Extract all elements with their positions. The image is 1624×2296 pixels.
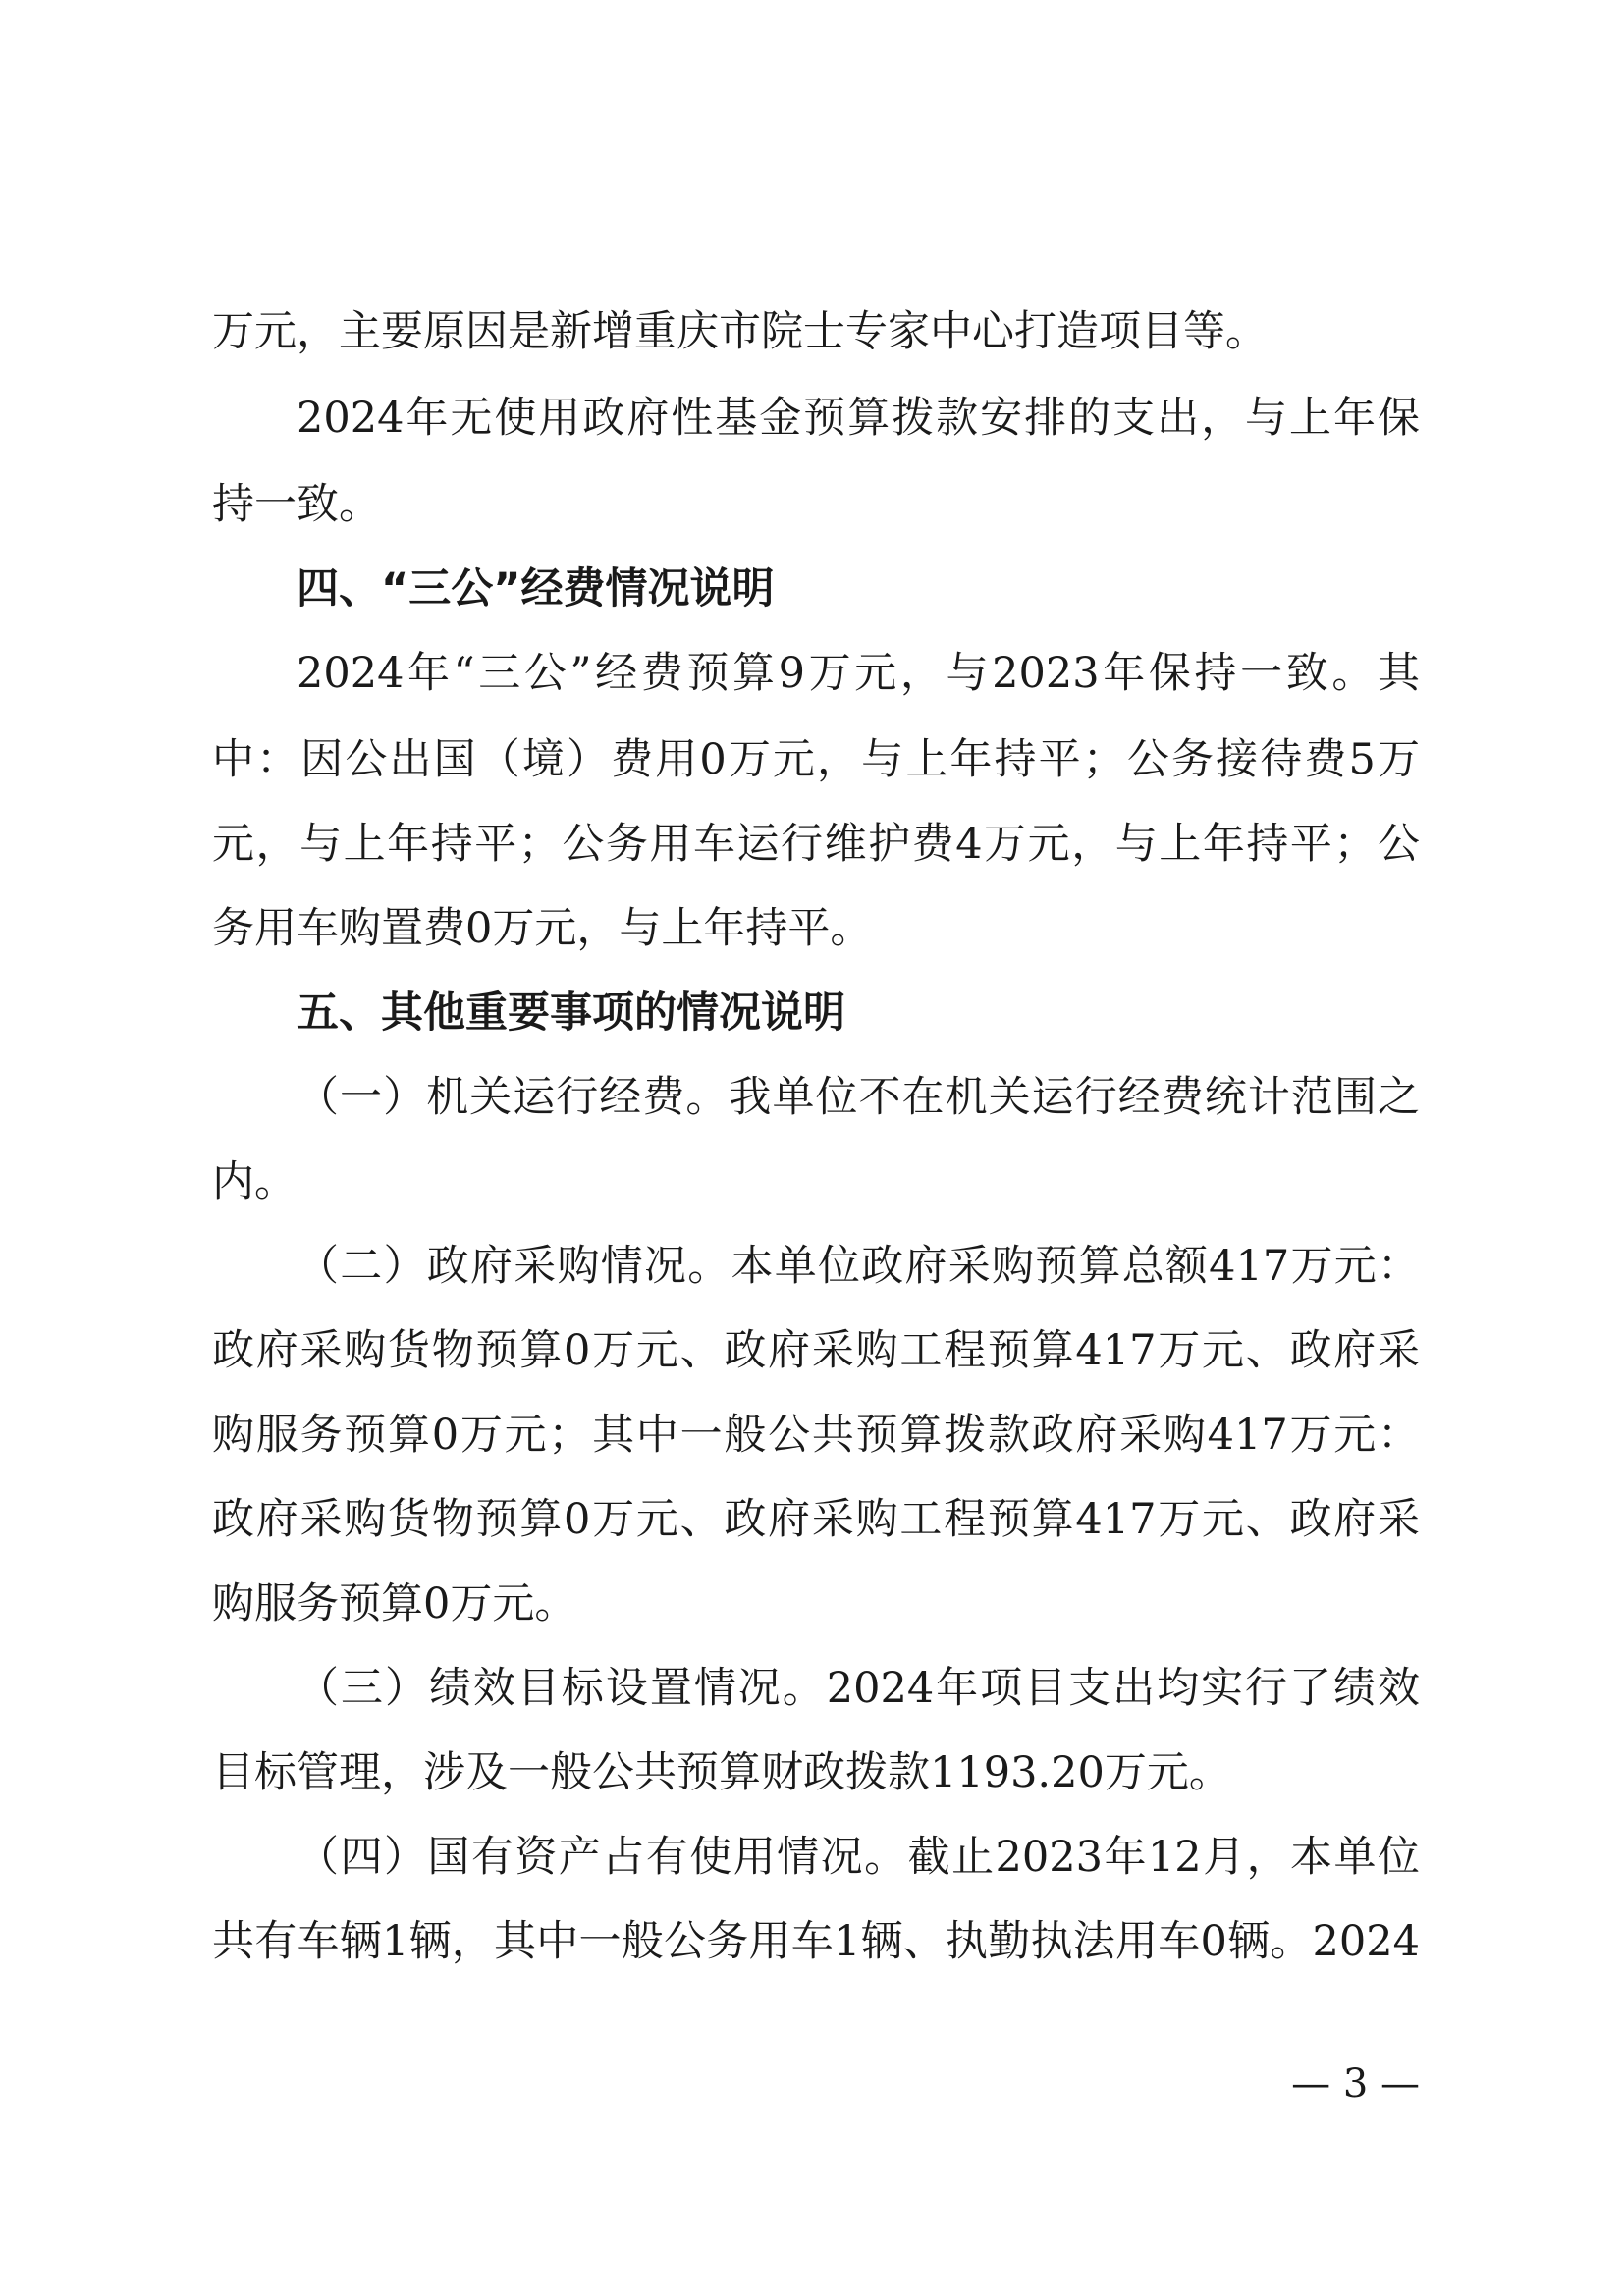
paragraph-line: 元，与上年持平；公务用车运行维护费4万元，与上年持平；公 <box>212 820 1420 869</box>
paragraph-line: 目标管理，涉及一般公共预算财政拨款1193.20万元。 <box>212 1748 1231 1797</box>
paragraph-line: 2024年无使用政府性基金预算拨款安排的支出，与上年保 <box>297 394 1420 443</box>
section-heading: 四、“三公”经费情况说明 <box>297 564 775 614</box>
paragraph-line: 中：因公出国（境）费用0万元，与上年持平；公务接待费5万 <box>212 735 1420 784</box>
paragraph-line: 政府采购货物预算0万元、政府采购工程预算417万元、政府采 <box>212 1326 1420 1375</box>
paragraph-line: 持一致。 <box>212 480 381 529</box>
page-number: — 3 — <box>1291 2061 1420 2107</box>
paragraph-line: （一）机关运行经费。我单位不在机关运行经费统计范围之 <box>297 1073 1420 1122</box>
paragraph-line: 购服务预算0万元。 <box>212 1579 577 1629</box>
paragraph-line: 万元，主要原因是新增重庆市院士专家中心打造项目等。 <box>212 307 1268 356</box>
paragraph-line: （三）绩效目标设置情况。2024年项目支出均实行了绩效 <box>297 1664 1420 1713</box>
paragraph-line: 内。 <box>212 1157 297 1206</box>
paragraph-line: （四）国有资产占有使用情况。截止2023年12月，本单位 <box>297 1833 1420 1882</box>
paragraph-line: 2024年“三公”经费预算9万元，与2023年保持一致。其 <box>297 649 1420 698</box>
paragraph-line: 购服务预算0万元；其中一般公共预算拨款政府采购417万元： <box>212 1411 1420 1460</box>
section-heading: 五、其他重要事项的情况说明 <box>297 988 845 1038</box>
paragraph-line: 政府采购货物预算0万元、政府采购工程预算417万元、政府采 <box>212 1495 1420 1544</box>
paragraph-line: 务用车购置费0万元，与上年持平。 <box>212 904 873 953</box>
paragraph-line: （二）政府采购情况。本单位政府采购预算总额417万元： <box>297 1242 1420 1291</box>
paragraph-line: 共有车辆1辆，其中一般公务用车1辆、执勤执法用车0辆。2024 <box>212 1917 1420 1966</box>
